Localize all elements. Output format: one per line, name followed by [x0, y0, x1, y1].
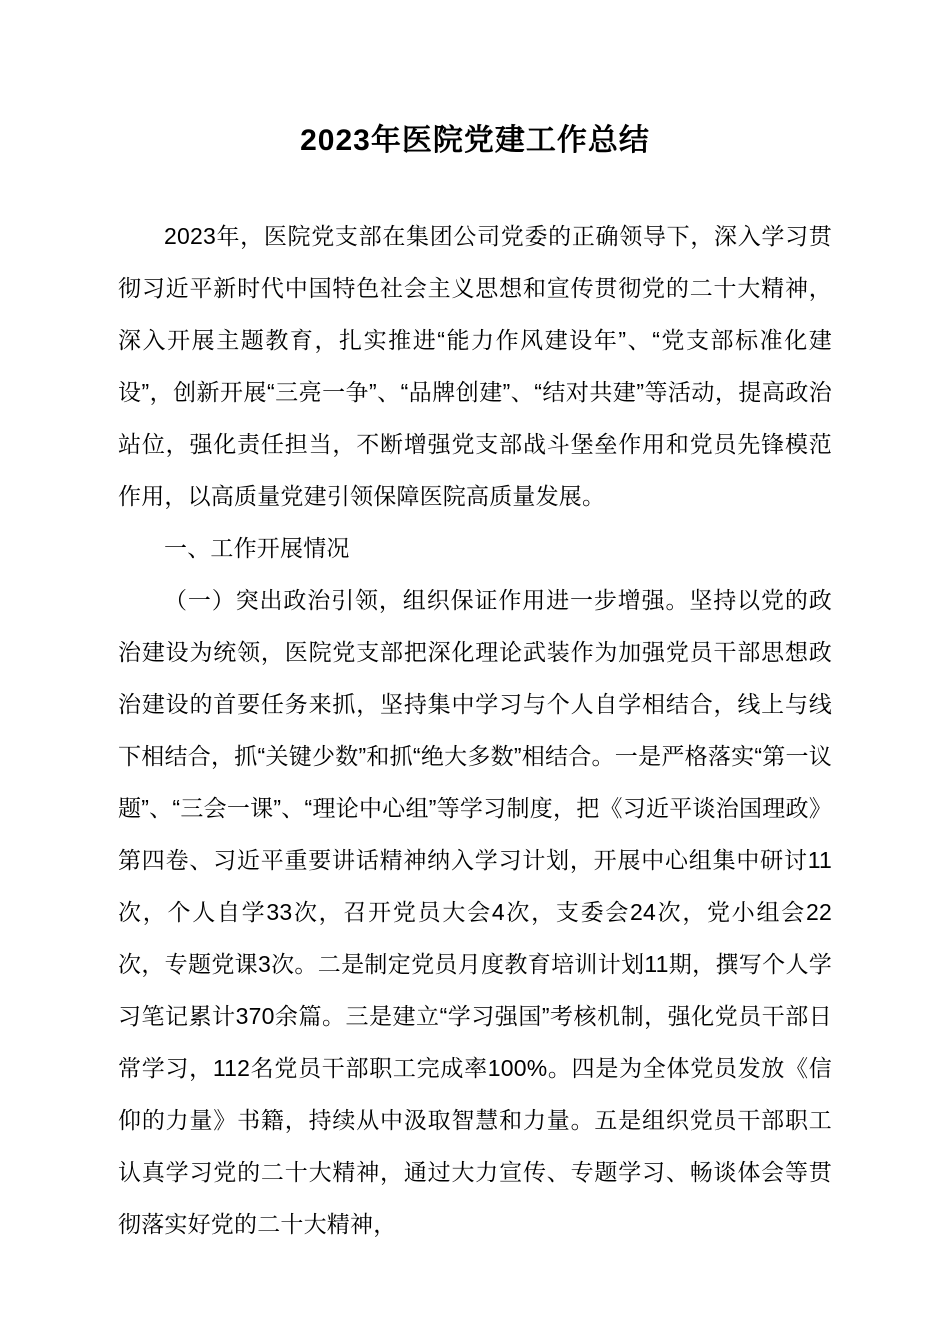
subsection-one-body: （一）突出政治引领，组织保证作用进一步增强。坚持以党的政治建设为统领，医院党支部把深化理论武装作为加强党员干部思想政治建设的首要任务来抓，坚持集中学习与个人自学相结合，线上与线下相结合，抓“关键少数”和抓“绝大多数”相结合。一是严格落实“第一议题”、“三会一课”、“理论中心组”等学习制度，把《习近平谈治国理政》第四卷、习近平重要讲话精神纳入学习计划，开展中心组集中研讨11次，个人自学33次，召开党员大会4次，支委会24次，党小组会22次，专题党课3次。二是制定党员月度教育培训计划11期，撰写个人学习笔记累计370余篇。三是建立“学习强国”考核机制，强化党员干部日常学习，112名党员干部职工完成率100%。四是为全体党员发放《信仰的力量》书籍，持续从中汲取智慧和力量。五是组织党员干部职工认真学习党的二十大精神，通过大力宣传、专题学习、畅谈体会等贯彻落实好党的二十大精神， — [118, 587, 832, 1237]
section-heading-one: 一、工作开展情况 — [164, 535, 350, 561]
paragraph-opening: 2023年，医院党支部在集团公司党委的正确领导下，深入学习贯彻习近平新时代中国特色社会主义思想和宣传贯彻党的二十大精神，深入开展主题教育，扎实推进“能力作风建设年”、“党支部标准化建设”，创新开展“三亮一争”、“品牌创建”、“结对共建”等活动，提高政治站位，强化责任担当，不断增强党支部战斗堡垒作用和党员先锋模范作用，以高质量党建引领保障医院高质量发展。 — [118, 223, 832, 509]
page-title: 2023年医院党建工作总结 — [300, 124, 650, 157]
